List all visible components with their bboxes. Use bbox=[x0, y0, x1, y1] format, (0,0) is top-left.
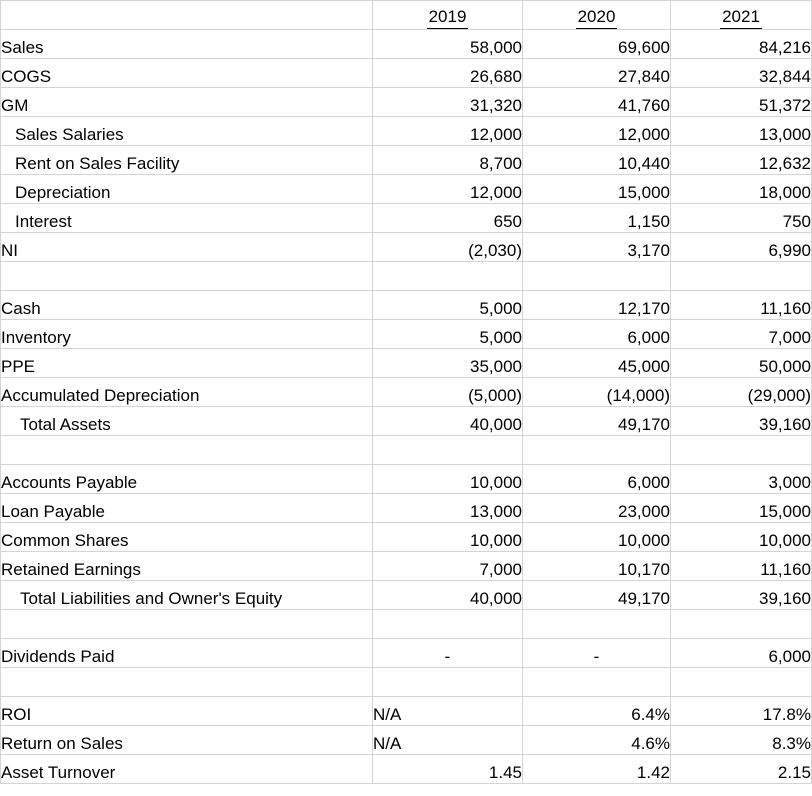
cell-cash-2021[interactable]: 11,160 bbox=[671, 291, 812, 320]
row-gm bbox=[1, 88, 812, 117]
cell-rent-2021[interactable]: 12,632 bbox=[671, 146, 812, 175]
label-loan-payable[interactable]: Loan Payable bbox=[1, 494, 373, 523]
cell[interactable] bbox=[523, 262, 671, 291]
label-gm[interactable]: GM bbox=[1, 88, 373, 117]
cell-inventory-2019[interactable]: 5,000 bbox=[373, 320, 523, 349]
year-header-2020[interactable]: 2020 bbox=[523, 1, 671, 30]
cell-ap-2021[interactable]: 3,000 bbox=[671, 465, 812, 494]
cell-turnover-2021[interactable]: 2.15 bbox=[671, 755, 812, 784]
cell-loan-2021[interactable]: 15,000 bbox=[671, 494, 812, 523]
label-return-on-sales[interactable]: Return on Sales bbox=[1, 726, 373, 755]
blank-row bbox=[1, 262, 812, 291]
cell[interactable] bbox=[671, 436, 812, 465]
row-sales-salaries bbox=[1, 117, 812, 146]
cell-turnover-2020[interactable]: 1.42 bbox=[523, 755, 671, 784]
cell-cogs-2021[interactable]: 32,844 bbox=[671, 59, 812, 88]
cell-ap-2019[interactable]: 10,000 bbox=[373, 465, 523, 494]
cell-roi-2020[interactable]: 6.4% bbox=[523, 697, 671, 726]
cell-interest-2021[interactable]: 750 bbox=[671, 204, 812, 233]
row-return-on-sales bbox=[1, 726, 812, 755]
row-cogs bbox=[1, 59, 812, 88]
cell-roi-2019[interactable]: N/A bbox=[373, 697, 523, 726]
cell-cogs-2019[interactable]: 26,680 bbox=[373, 59, 523, 88]
cell[interactable] bbox=[523, 436, 671, 465]
cell-acc-dep-2019[interactable]: (5,000) bbox=[373, 378, 523, 407]
blank-row bbox=[1, 436, 812, 465]
cell-sales-2019[interactable]: 58,000 bbox=[373, 30, 523, 59]
cell-ppe-2020[interactable]: 45,000 bbox=[523, 349, 671, 378]
cell[interactable] bbox=[373, 668, 523, 697]
label-sales[interactable]: Sales bbox=[1, 30, 373, 59]
cell[interactable] bbox=[523, 668, 671, 697]
cell[interactable] bbox=[1, 262, 373, 291]
cell[interactable] bbox=[373, 610, 523, 639]
cell-roi-2021[interactable]: 17.8% bbox=[671, 697, 812, 726]
cell-dividends-2021[interactable]: 6,000 bbox=[671, 639, 812, 668]
cell-dividends-2019[interactable]: - bbox=[373, 639, 523, 668]
blank-row bbox=[1, 610, 812, 639]
row-cash bbox=[1, 291, 812, 320]
label-ppe[interactable]: PPE bbox=[1, 349, 373, 378]
cell-common-2021[interactable]: 10,000 bbox=[671, 523, 812, 552]
row-loan-payable bbox=[1, 494, 812, 523]
row-accounts-payable bbox=[1, 465, 812, 494]
cell-inventory-2021[interactable]: 7,000 bbox=[671, 320, 812, 349]
cell-common-2019[interactable]: 10,000 bbox=[373, 523, 523, 552]
cell[interactable] bbox=[671, 262, 812, 291]
label-sales-salaries[interactable]: Sales Salaries bbox=[1, 117, 373, 146]
row-common-shares bbox=[1, 523, 812, 552]
cell-ros-2020[interactable]: 4.6% bbox=[523, 726, 671, 755]
cell-total-le-2019[interactable]: 40,000 bbox=[373, 581, 523, 610]
cell-cash-2020[interactable]: 12,170 bbox=[523, 291, 671, 320]
label-cogs[interactable]: COGS bbox=[1, 59, 373, 88]
label-cash[interactable]: Cash bbox=[1, 291, 373, 320]
cell-ros-2019[interactable]: N/A bbox=[373, 726, 523, 755]
cell-sales-2020[interactable]: 69,600 bbox=[523, 30, 671, 59]
cell-ni-2021[interactable]: 6,990 bbox=[671, 233, 812, 262]
label-depreciation[interactable]: Depreciation bbox=[1, 175, 373, 204]
cell-total-le-2021[interactable]: 39,160 bbox=[671, 581, 812, 610]
row-sales bbox=[1, 30, 812, 59]
cell[interactable] bbox=[1, 610, 373, 639]
cell[interactable] bbox=[523, 610, 671, 639]
cell-ni-2019[interactable]: (2,030) bbox=[373, 233, 523, 262]
cell-re-2019[interactable]: 7,000 bbox=[373, 552, 523, 581]
cell-common-2020[interactable]: 10,000 bbox=[523, 523, 671, 552]
cell-inventory-2020[interactable]: 6,000 bbox=[523, 320, 671, 349]
cell[interactable] bbox=[373, 262, 523, 291]
row-accumulated-depreciation bbox=[1, 378, 812, 407]
cell[interactable] bbox=[671, 610, 812, 639]
label-common-shares[interactable]: Common Shares bbox=[1, 523, 373, 552]
cell-sales-salaries-2020[interactable]: 12,000 bbox=[523, 117, 671, 146]
cell-ros-2021[interactable]: 8.3% bbox=[671, 726, 812, 755]
row-ni bbox=[1, 233, 812, 262]
cell-acc-dep-2021[interactable]: (29,000) bbox=[671, 378, 812, 407]
cell-gm-2019[interactable]: 31,320 bbox=[373, 88, 523, 117]
row-total-liabilities-equity bbox=[1, 581, 812, 610]
year-header-2021[interactable]: 2021 bbox=[671, 1, 812, 30]
label-accounts-payable[interactable]: Accounts Payable bbox=[1, 465, 373, 494]
cell[interactable] bbox=[1, 436, 373, 465]
cell-total-assets-2020[interactable]: 49,170 bbox=[523, 407, 671, 436]
label-interest[interactable]: Interest bbox=[1, 204, 373, 233]
cell-sales-salaries-2021[interactable]: 13,000 bbox=[671, 117, 812, 146]
row-roi bbox=[1, 697, 812, 726]
row-total-assets bbox=[1, 407, 812, 436]
cell-sales-salaries-2019[interactable]: 12,000 bbox=[373, 117, 523, 146]
cell-total-assets-2019[interactable]: 40,000 bbox=[373, 407, 523, 436]
row-ppe bbox=[1, 349, 812, 378]
label-accumulated-depreciation[interactable]: Accumulated Depreciation bbox=[1, 378, 373, 407]
cell-acc-dep-2020[interactable]: (14,000) bbox=[523, 378, 671, 407]
cell[interactable] bbox=[671, 668, 812, 697]
cell[interactable] bbox=[1, 668, 373, 697]
row-dividends-paid bbox=[1, 639, 812, 668]
label-dividends-paid[interactable]: Dividends Paid bbox=[1, 639, 373, 668]
label-total-liabilities-equity[interactable]: Total Liabilities and Owner's Equity bbox=[1, 581, 373, 610]
cell-rent-2019[interactable]: 8,700 bbox=[373, 146, 523, 175]
cell-depreciation-2020[interactable]: 15,000 bbox=[523, 175, 671, 204]
cell-cogs-2020[interactable]: 27,840 bbox=[523, 59, 671, 88]
cell-sales-2021[interactable]: 84,216 bbox=[671, 30, 812, 59]
row-interest bbox=[1, 204, 812, 233]
cell-turnover-2019[interactable]: 1.45 bbox=[373, 755, 523, 784]
cell-cash-2019[interactable]: 5,000 bbox=[373, 291, 523, 320]
row-rent bbox=[1, 146, 812, 175]
row-retained-earnings bbox=[1, 552, 812, 581]
cell-interest-2020[interactable]: 1,150 bbox=[523, 204, 671, 233]
label-rent[interactable]: Rent on Sales Facility bbox=[1, 146, 373, 175]
cell-ap-2020[interactable]: 6,000 bbox=[523, 465, 671, 494]
label-total-assets[interactable]: Total Assets bbox=[1, 407, 373, 436]
row-asset-turnover bbox=[1, 755, 812, 784]
cell-rent-2020[interactable]: 10,440 bbox=[523, 146, 671, 175]
cell-total-le-2020[interactable]: 49,170 bbox=[523, 581, 671, 610]
cell-loan-2020[interactable]: 23,000 bbox=[523, 494, 671, 523]
label-roi[interactable]: ROI bbox=[1, 697, 373, 726]
cell[interactable] bbox=[373, 436, 523, 465]
cell-ppe-2021[interactable]: 50,000 bbox=[671, 349, 812, 378]
label-asset-turnover[interactable]: Asset Turnover bbox=[1, 755, 373, 784]
cell-interest-2019[interactable]: 650 bbox=[373, 204, 523, 233]
cell-depreciation-2021[interactable]: 18,000 bbox=[671, 175, 812, 204]
label-ni[interactable]: NI bbox=[1, 233, 373, 262]
cell-dividends-2020[interactable]: - bbox=[523, 639, 671, 668]
blank-row bbox=[1, 668, 812, 697]
cell-re-2020[interactable]: 10,170 bbox=[523, 552, 671, 581]
cell[interactable] bbox=[1, 1, 373, 30]
cell-re-2021[interactable]: 11,160 bbox=[671, 552, 812, 581]
cell-gm-2020[interactable]: 41,760 bbox=[523, 88, 671, 117]
year-header-2019[interactable]: 2019 bbox=[373, 1, 523, 30]
header-row bbox=[1, 1, 812, 30]
cell-gm-2021[interactable]: 51,372 bbox=[671, 88, 812, 117]
cell-ppe-2019[interactable]: 35,000 bbox=[373, 349, 523, 378]
cell-depreciation-2019[interactable]: 12,000 bbox=[373, 175, 523, 204]
row-depreciation bbox=[1, 175, 812, 204]
label-retained-earnings[interactable]: Retained Earnings bbox=[1, 552, 373, 581]
cell-total-assets-2021[interactable]: 39,160 bbox=[671, 407, 812, 436]
row-inventory bbox=[1, 320, 812, 349]
cell-loan-2019[interactable]: 13,000 bbox=[373, 494, 523, 523]
label-inventory[interactable]: Inventory bbox=[1, 320, 373, 349]
cell-ni-2020[interactable]: 3,170 bbox=[523, 233, 671, 262]
